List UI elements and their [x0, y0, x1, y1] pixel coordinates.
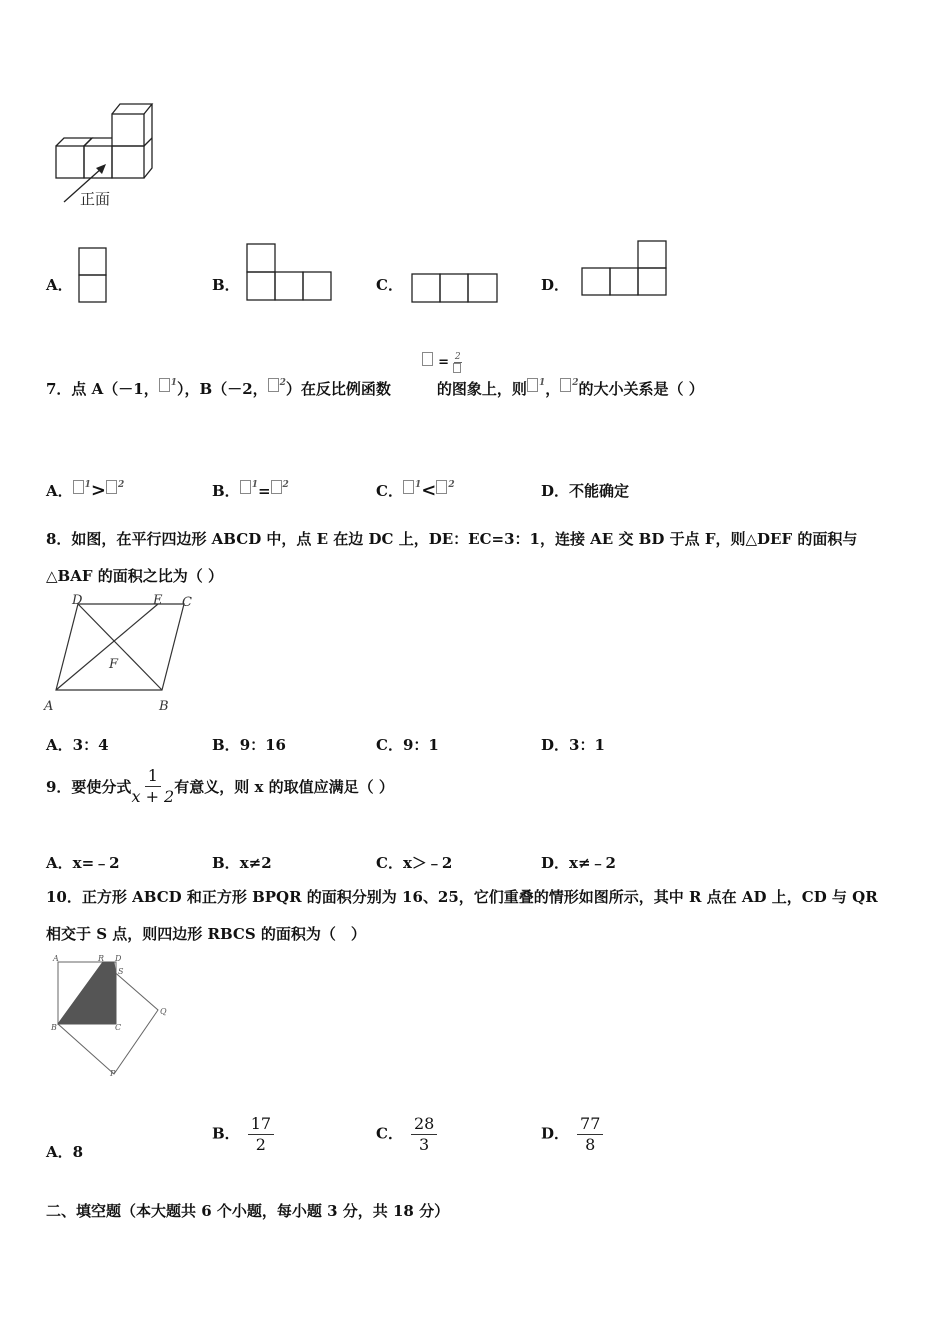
q8-option-a[interactable]: A．3：4 [46, 736, 109, 754]
q6-option-d-figure[interactable] [581, 240, 671, 300]
sq-label-s: S [118, 967, 124, 976]
q10-option-a[interactable]: A．8 [46, 1143, 84, 1161]
q10-stem-line1: 10．正方形 ABCD 和正方形 BPQR 的面积分别为 16、25，它们重叠的情形如图所示，其中 R 点在 AD 上，CD 与 QR [46, 888, 878, 906]
q10-option-b[interactable]: B． $\frac{17}{2}$ [212, 1114, 274, 1155]
q8-stem-line1: 8．如图，在平行四边形 ABCD 中，点 E 在边 DC 上，DE：EC=3：1，连接 AE 交 BD 于点 F，则△DEF 的面积与 [46, 530, 858, 548]
q9-option-d[interactable]: D．x≠﹣2 [541, 854, 616, 872]
q7-option-d[interactable]: D．不能确定 [541, 482, 630, 500]
sq-label-b: B [51, 1023, 57, 1032]
q8-option-d[interactable]: D．3：1 [541, 736, 605, 754]
squares-figure [48, 952, 178, 1080]
q8-option-b[interactable]: B．9：16 [212, 736, 286, 754]
label-f: F [109, 657, 119, 672]
q7-stem: 7．点 A（－1， $^1$），B（－2， $^2$）在反比例函数 的图象上，则 $^1$， $^2$的大小关系是（ ） [46, 378, 704, 398]
q6-option-a-letter[interactable]: A． [46, 276, 73, 294]
q8-stem-line2: △BAF 的面积之比为（ ） [46, 567, 223, 585]
sq-label-q: Q [160, 1007, 167, 1016]
q6-option-b-letter[interactable]: B． [212, 276, 240, 294]
q9-option-b[interactable]: B．x≠2 [212, 854, 272, 872]
label-e: E [153, 593, 163, 608]
q6-option-b-figure[interactable] [246, 243, 334, 303]
cube-stack-figure [50, 98, 165, 213]
q10-option-c[interactable]: C． $\frac{28}{3}$ [376, 1114, 437, 1155]
label-a: A [44, 699, 54, 714]
q6-option-d-letter[interactable]: D． [541, 276, 570, 294]
sq-label-c: C [115, 1023, 122, 1032]
q7-option-b[interactable]: B． $^1$= $^2$ [212, 480, 289, 500]
q9-stem: 9．要使分式 $\frac{1}{x + 2}$ 有意义，则 x 的取值应满足（ ） [46, 766, 394, 806]
q9-option-a[interactable]: A．x=﹣2 [46, 854, 120, 872]
q10-option-d[interactable]: D． $\frac{77}{8}$ [541, 1114, 603, 1155]
label-c: C [182, 595, 192, 610]
q7-option-c[interactable]: C． $^1$< $^2$ [376, 480, 455, 501]
q7-option-a[interactable]: A． $^1$> $^2$ [46, 480, 125, 501]
q9-option-c[interactable]: C．x＞﹣2 [376, 854, 453, 872]
parallelogram-figure [42, 592, 202, 717]
q6-option-c-letter[interactable]: C． [376, 276, 403, 294]
q6-option-a-figure[interactable] [78, 247, 108, 305]
section-2-title: 二、填空题（本大题共 6 个小题，每小题 3 分，共 18 分） [46, 1202, 450, 1220]
sq-label-d: D [115, 954, 122, 963]
sq-label-r: R [98, 954, 105, 963]
q8-option-c[interactable]: C．9：1 [376, 736, 439, 754]
sq-label-a: A [53, 954, 59, 963]
sq-label-p: P [110, 1069, 116, 1078]
q7-function: = 2 [422, 352, 462, 373]
q10-stem-line2: 相交于 S 点，则四边形 RBCS 的面积为（ ） [46, 925, 366, 943]
q6-option-c-figure[interactable] [411, 273, 501, 305]
front-label: 正面 [80, 190, 111, 208]
label-b: B [159, 699, 169, 714]
label-d: D [72, 593, 83, 608]
